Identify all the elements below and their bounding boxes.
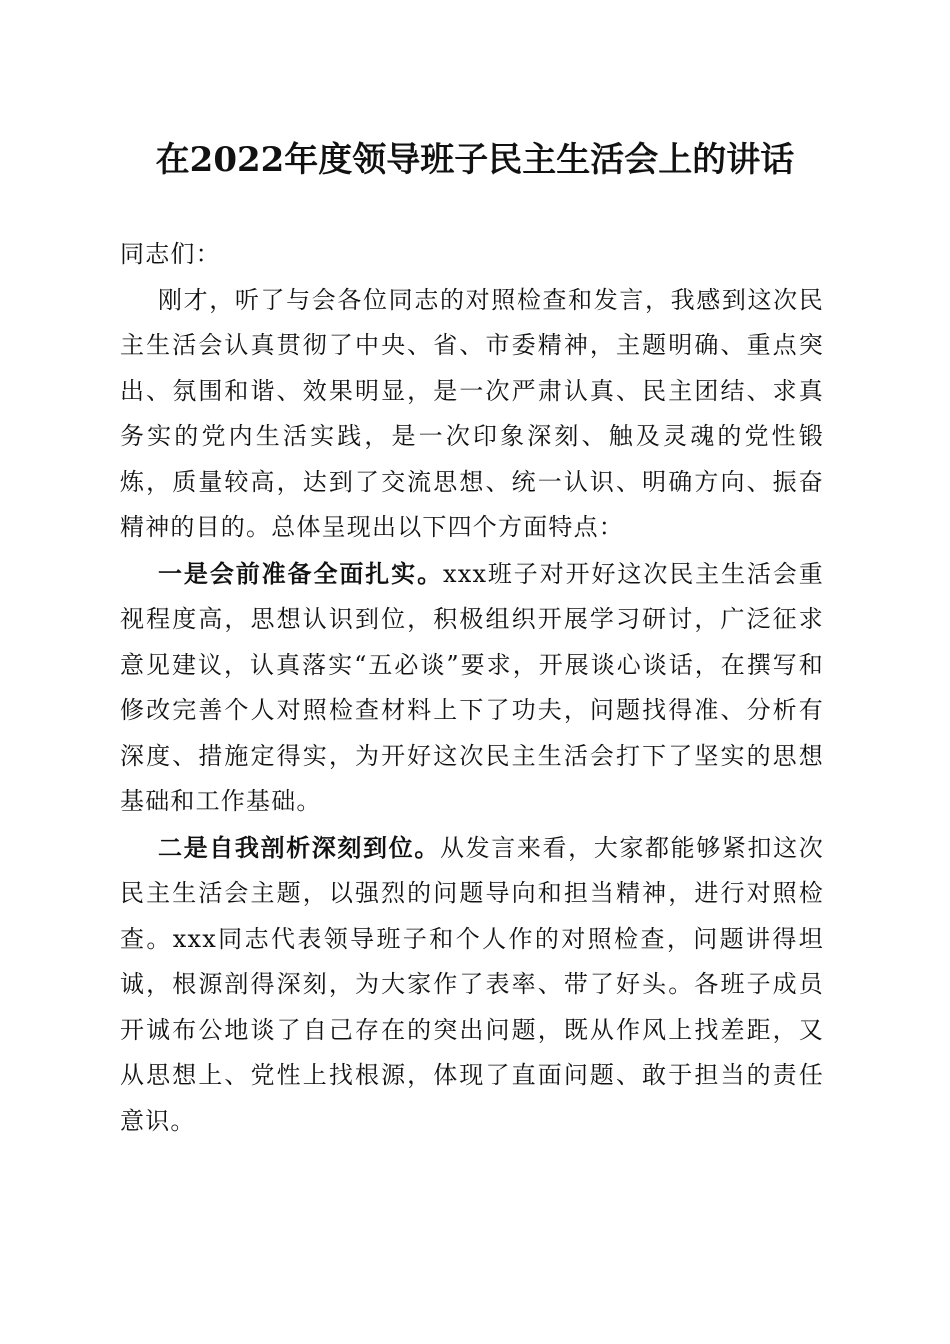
paragraph-intro <box>120 278 824 551</box>
paragraph-lead: 一是会前准备全面扎实。 <box>158 558 443 588</box>
document-body <box>120 232 824 1144</box>
paragraph-text: xxx班子对开好这次民主生活会重视程度高，思想认识到位，积极组织开展学习研讨，广泛征求意见建议，认真落实“五必谈”要求，开展谈心谈话，在撰写和修改完善个人对照检查材料上下了功夫，问题找得准、分析有深度、措施定得实，为开好这次民主生活会打下了坚实的思想基础和工作基础。 <box>120 559 824 815</box>
paragraph-point-2 <box>120 825 824 1145</box>
paragraph-text: 从发言来看，大家都能够紧扣这次民主生活会主题，以强烈的问题导向和担当精神，进行对照检查。xxx同志代表领导班子和个人作的对照检查，问题讲得坦诚，根源剖得深刻，为大家作了表率、带了好头。各班子成员开诚布公地谈了自己存在的突出问题，既从作风上找差距，又从思想上、党性上找根源，体现了直面问题、敢于担当的责任意识。 <box>120 833 824 1135</box>
paragraph-text: 刚才，听了与会各位同志的对照检查和发言，我感到这次民主生活会认真贯彻了中央、省、市委精神，主题明确、重点突出、氛围和谐、效果明显，是一次严肃认真、民主团结、求真务实的党内生活实践，是一次印象深刻、触及灵魂的党性锻炼，质量较高，达到了交流思想、统一认识、明确方向、振奋精神的目的。总体呈现出以下四个方面特点： <box>120 285 824 541</box>
salutation: 同志们： <box>120 240 221 268</box>
document-title: 在2022年度领导班子民主生活会上的讲话 <box>155 140 795 180</box>
paragraph-lead: 二是自我剖析深刻到位。 <box>158 832 440 862</box>
paragraph-point-1 <box>120 551 824 825</box>
